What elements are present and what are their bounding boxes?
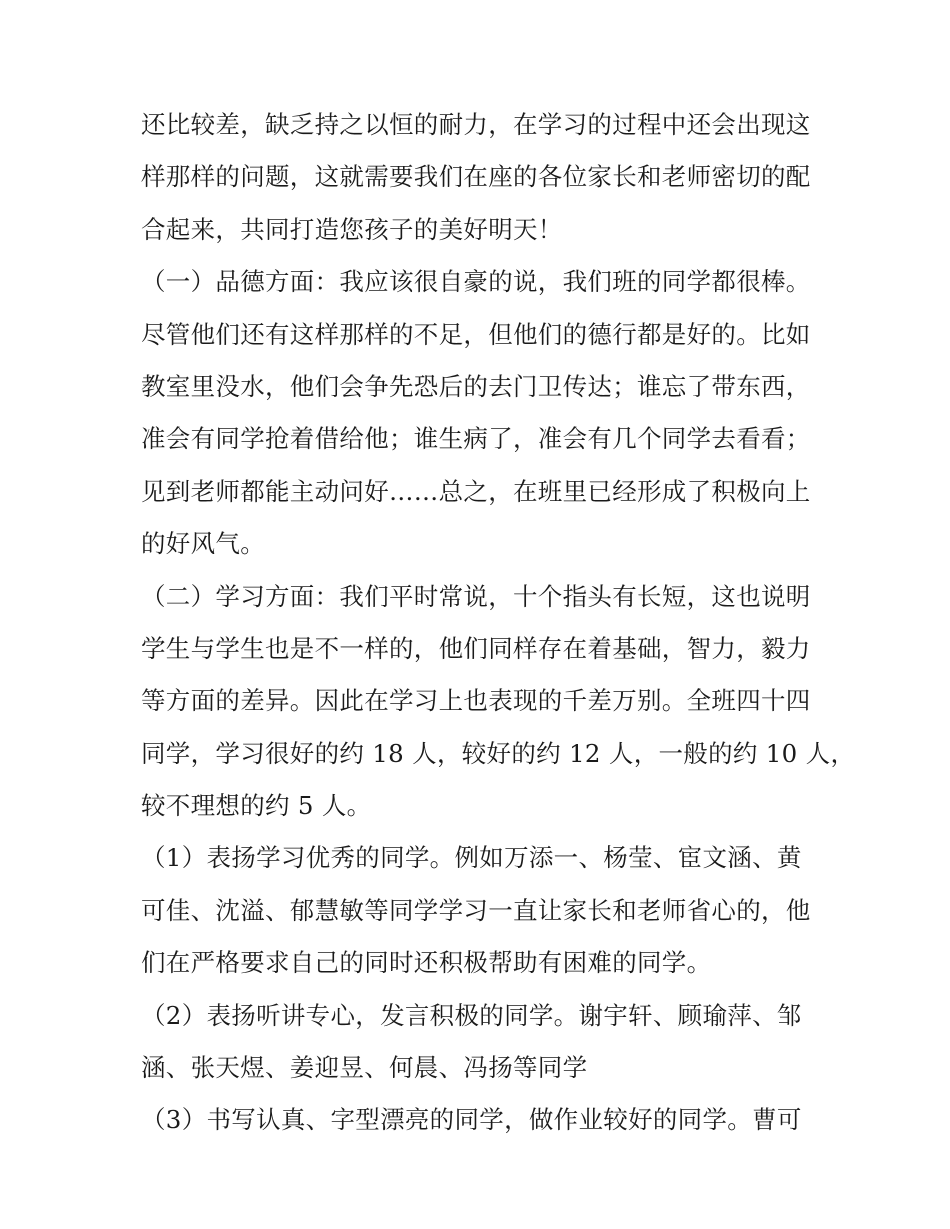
body-text bbox=[141, 108, 856, 1156]
list-item-line: （3）书写认真、字型漂亮的同学，做作业较好的同学。曹可 bbox=[141, 1105, 802, 1135]
text-line: 学生与学生也是不一样的，他们同样存在着基础，智力，毅力 bbox=[141, 633, 811, 663]
text-line: 涵、张天煜、姜迎昱、何晨、冯扬等同学 bbox=[141, 1053, 588, 1083]
text-line: 们在严格要求自己的同时还积极帮助有困难的同学。 bbox=[141, 948, 712, 978]
text-line: 等方面的差异。因此在学习上也表现的千差万别。全班四十四 bbox=[141, 686, 811, 716]
text-line: 见到老师都能主动问好……总之，在班里已经形成了积极向上 bbox=[141, 476, 811, 506]
list-item-line: （1）表扬学习优秀的同学。例如万添一、杨莹、宦文涵、黄 bbox=[141, 843, 802, 873]
section-heading-line: （二）学习方面：我们平时常说，十个指头有长短，这也说明 bbox=[141, 581, 811, 611]
text-line: 较不理想的约 5 人。 bbox=[141, 791, 372, 821]
text-line: 可佳、沈溢、郁慧敏等同学学习一直让家长和老师省心的，他 bbox=[141, 895, 811, 925]
text-line: 还比较差，缺乏持之以恒的耐力，在学习的过程中还会出现这 bbox=[141, 110, 811, 139]
text-line: 准会有同学抢着借给他；谁生病了，准会有几个同学去看看； bbox=[141, 424, 811, 454]
text-line: 的好风气。 bbox=[141, 529, 265, 559]
text-line: 教室里没水，他们会争先恐后的去门卫传达；谁忘了带东西， bbox=[141, 371, 811, 401]
text-line: 尽管他们还有这样那样的不足，但他们的德行都是好的。比如 bbox=[141, 319, 811, 349]
list-item-line: （2）表扬听讲专心，发言积极的同学。谢宇轩、顾瑜萍、邹 bbox=[141, 1000, 802, 1030]
text-line: 同学，学习很好的约 18 人，较好的约 12 人，一般的约 10 人， bbox=[141, 738, 856, 768]
text-line: 合起来，共同打造您孩子的美好明天！ bbox=[141, 214, 563, 244]
text-line: 样那样的问题，这就需要我们在座的各位家长和老师密切的配 bbox=[141, 162, 811, 192]
section-heading-line: （一）品德方面：我应该很自豪的说，我们班的同学都很棒。 bbox=[141, 267, 811, 297]
